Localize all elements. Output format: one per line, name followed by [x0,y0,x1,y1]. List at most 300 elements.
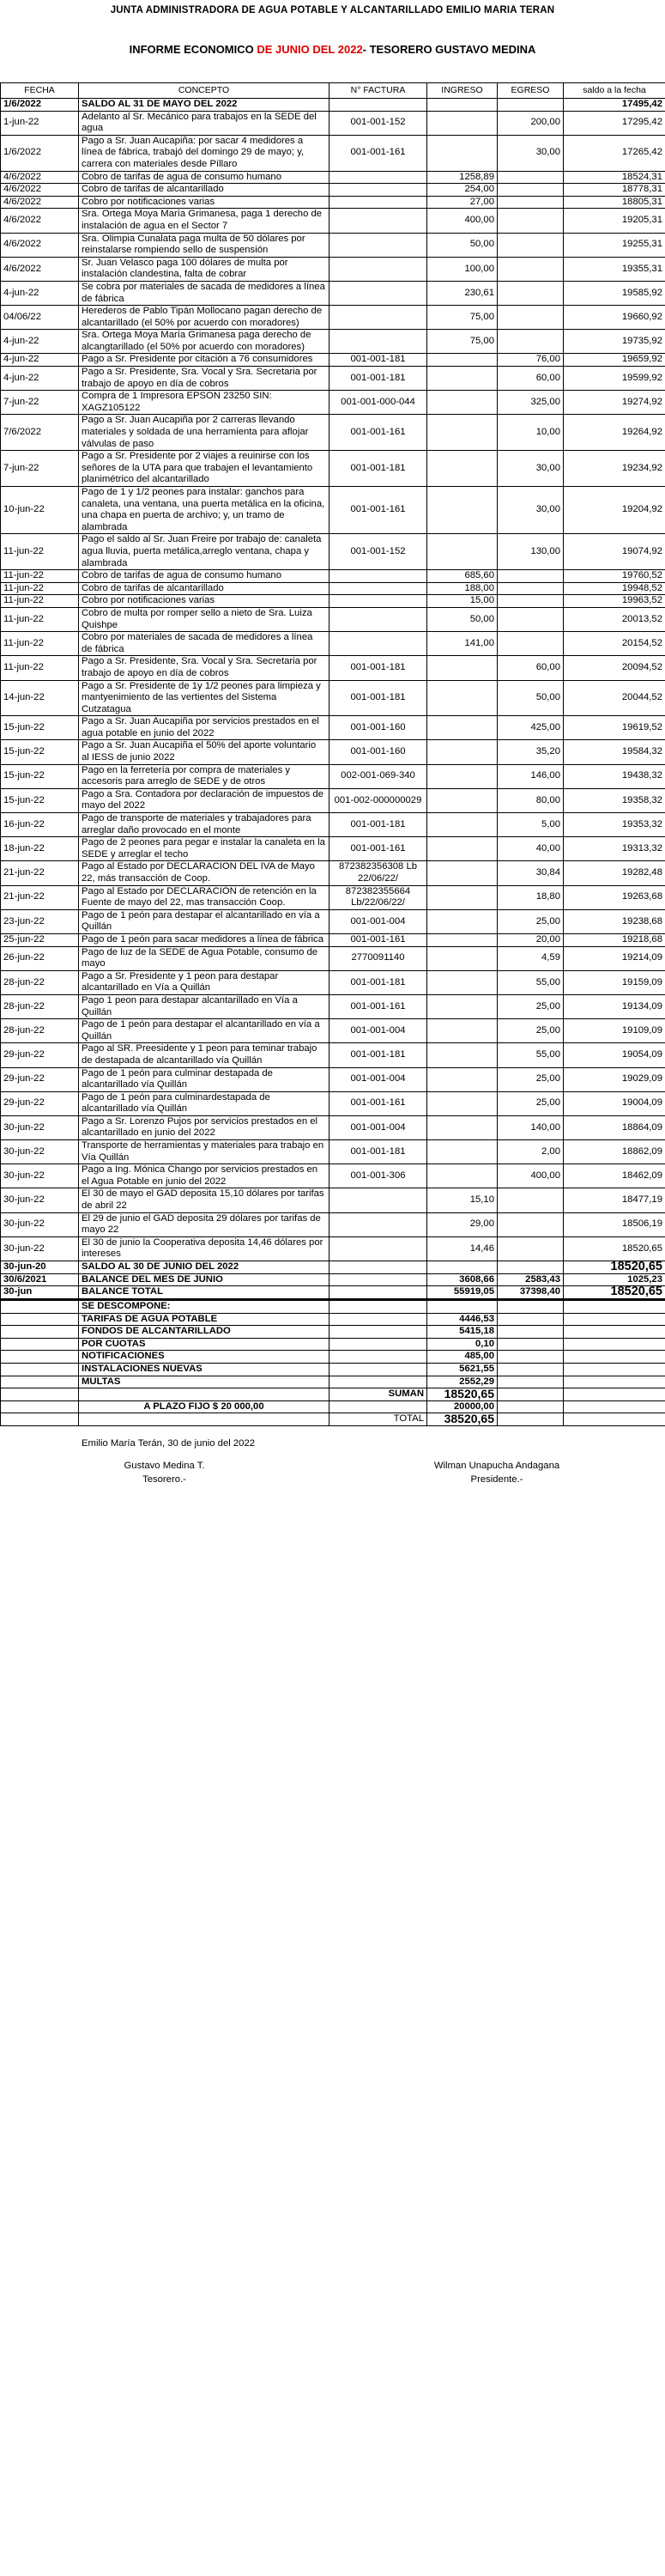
row-income [427,788,498,812]
cell [564,1376,665,1388]
row-concept: Pago de 1 peón para sacar medidores a línea de fábrica [79,933,329,946]
row-balance: 20013,52 [564,607,665,631]
row-balance: 1025,23 [564,1273,665,1286]
row-balance: 19214,09 [564,946,665,970]
ledger-row [1,1019,665,1043]
row-income [427,1164,498,1188]
ledger-row [1,885,665,909]
row-concept: Adelanto al Sr. Mecánico para trabajos en la SEDE del agua [79,111,329,135]
breakdown-value: 0,10 [427,1338,498,1351]
row-invoice: 001-002-000000029 [329,788,427,812]
row-expense [498,233,564,257]
row-balance: 19355,31 [564,257,665,281]
row-expense: 25,00 [498,1091,564,1115]
row-date: 7-jun-22 [1,451,79,487]
ledger-row [1,994,665,1018]
row-invoice [329,281,427,305]
cell [498,1326,564,1339]
row-balance: 19218,68 [564,933,665,946]
row-income: 3608,66 [427,1273,498,1286]
row-date: 15-jun-22 [1,740,79,764]
cell [329,1338,427,1351]
row-income [427,415,498,451]
row-date: 4/6/2022 [1,233,79,257]
organization-title: JUNTA ADMINISTRADORA DE AGUA POTABLE Y ALCANTARILLADO EMILIO MARIA TERAN [110,5,555,15]
row-concept: BALANCE DEL MES DE JUNIO [79,1273,329,1286]
total-value: 38520,65 [427,1413,498,1426]
ledger-row [1,1188,665,1212]
cell [1,1326,79,1339]
row-balance: 19599,92 [564,367,665,391]
breakdown-row [1,1326,665,1339]
ledger-row [1,1043,665,1067]
breakdown-title: SE DESCOMPONE: [79,1301,329,1314]
cell [329,1301,427,1314]
row-invoice: 002-001-069-340 [329,764,427,788]
row-invoice [329,171,427,184]
row-expense [498,1212,564,1236]
row-invoice: 001-001-160 [329,716,427,740]
row-concept: El 30 de junio la Cooperativa deposita 14,46 dólares por intereses [79,1236,329,1261]
row-concept: Pago 1 peon para destapar alcantarillado en Vía a Quillán [79,994,329,1018]
report-title-period: DE JUNIO DEL 2022 [257,43,363,56]
ledger-row [1,909,665,933]
breakdown-value: 2552,29 [427,1376,498,1388]
row-date: 21-jun-22 [1,885,79,909]
row-date: 16-jun-22 [1,813,79,837]
row-date: 7/6/2022 [1,415,79,451]
ledger-row [1,135,665,171]
cell [1,1351,79,1364]
row-invoice: 001-001-161 [329,1091,427,1115]
row-income: 55919,05 [427,1286,498,1299]
row-concept: Pago de 1 peón para culminardestapada de alcantarillado vía Quillán [79,1091,329,1115]
breakdown-label: TARIFAS DE AGUA POTABLE [79,1313,329,1326]
row-balance: 20154,52 [564,632,665,656]
ledger-body [1,99,665,1299]
breakdown-label: POR CUOTAS [79,1338,329,1351]
cell [498,1338,564,1351]
cell [498,1301,564,1314]
row-date: 29-jun-22 [1,1043,79,1067]
ledger-row [1,487,665,534]
row-concept: Pago al Estado por DECLARACIÓN de retención en la Fuente de mayo del 22, mas transacción Coop. [79,885,329,909]
ledger-row [1,99,665,112]
row-date: 1/6/2022 [1,99,79,112]
row-expense [498,632,564,656]
row-date: 26-jun-22 [1,946,79,970]
row-invoice [329,607,427,631]
summary-section [0,1299,665,1485]
row-balance: 18524,31 [564,171,665,184]
cell [427,1301,498,1314]
cell [498,1376,564,1388]
row-invoice [329,196,427,209]
ledger-row [1,1286,665,1299]
row-concept: Pago de 1 peón para destapar el alcantarillado en vía a Quillán [79,1019,329,1043]
ledger-row [1,1261,665,1274]
row-date: 4-jun-22 [1,281,79,305]
row-concept: Pago a Sr. Presidente por 2 viajes a reuinirse con los señores de la UTA para que trabajen el levantamiento planimétrico del alcantarillado [79,451,329,487]
ledger-row [1,1236,665,1261]
ledger-row [1,233,665,257]
row-concept: Pago a Sr. Juan Aucapiña por 2 carreras llevando materiales y soldada de una herramienta para aflojar válvulas de paso [79,415,329,451]
cell [498,1388,564,1401]
ledger-row [1,1067,665,1091]
ledger-row [1,415,665,451]
col-header-ingreso: INGRESO [427,83,498,99]
row-date: 30-jun-22 [1,1188,79,1212]
row-invoice [329,1286,427,1299]
row-date: 30-jun [1,1286,79,1299]
row-balance: 17295,42 [564,111,665,135]
ledger-row [1,354,665,367]
row-income: 188,00 [427,582,498,595]
row-expense: 10,00 [498,415,564,451]
row-income [427,354,498,367]
row-income: 75,00 [427,306,498,330]
cell [1,1376,79,1388]
row-balance: 19438,32 [564,764,665,788]
row-concept: Se cobra por materiales de sacada de medidores a línea de fábrica [79,281,329,305]
row-expense: 25,00 [498,1067,564,1091]
cell [329,1351,427,1364]
row-concept: Pago a Sr. Presidente, Sra. Vocal y Sra. Secretaria por trabajo de apoyo en día de cobros [79,367,329,391]
col-header-egreso: EGRESO [498,83,564,99]
row-invoice [329,184,427,197]
cell [564,1388,665,1401]
row-income [427,946,498,970]
row-balance: 17495,42 [564,99,665,112]
ledger-row [1,837,665,861]
cell [498,1413,564,1426]
ledger-table [0,82,665,1299]
row-date: 30-jun-22 [1,1140,79,1164]
row-date: 4-jun-22 [1,354,79,367]
row-concept: SALDO AL 30 DE JUNIO DEL 2022 [79,1261,329,1274]
row-date: 7-jun-22 [1,391,79,415]
row-invoice: 001-001-161 [329,994,427,1018]
row-invoice [329,570,427,583]
row-income [427,861,498,885]
row-concept: Cobro de tarifas de agua de consumo humano [79,570,329,583]
row-balance: 19263,68 [564,885,665,909]
row-expense: 50,00 [498,680,564,716]
row-income [427,1261,498,1274]
row-balance: 19109,09 [564,1019,665,1043]
row-expense [498,570,564,583]
row-balance: 19134,09 [564,994,665,1018]
row-date: 4/6/2022 [1,184,79,197]
cell [1,1388,79,1401]
row-income: 29,00 [427,1212,498,1236]
row-invoice: 001-001-181 [329,1043,427,1067]
row-income [427,1140,498,1164]
row-expense: 2583,43 [498,1273,564,1286]
breakdown-label: NOTIFICACIONES [79,1351,329,1364]
row-concept: Pago a Ing. Mónica Chango por servicios prestados en el Agua Potable en junio del 2022 [79,1164,329,1188]
row-invoice: 001-001-004 [329,1067,427,1091]
row-concept: Sr. Juan Velasco paga 100 dólares de multa por instalación clandestina, falta de cobrar [79,257,329,281]
row-income [427,837,498,861]
ledger-row [1,788,665,812]
row-invoice: 001-001-161 [329,415,427,451]
row-invoice: 872382356308 Lb 22/06/22/ [329,861,427,885]
row-balance: 19054,09 [564,1043,665,1067]
ledger-row [1,281,665,305]
row-concept: Pago de 1 y 1/2 peones para instalar: ganchos para canaleta, una ventana, una puerta metálica en la oficina, una chapa en puerta de archivo; y, un tramo de alambrada [79,487,329,534]
col-header-fecha: FECHA [1,83,79,99]
row-balance: 19029,09 [564,1067,665,1091]
row-balance: 18520,65 [564,1236,665,1261]
row-date: 23-jun-22 [1,909,79,933]
ledger-row [1,595,665,608]
row-date: 11-jun-22 [1,582,79,595]
row-income: 14,46 [427,1236,498,1261]
row-expense: 40,00 [498,837,564,861]
row-invoice [329,99,427,112]
row-expense [498,184,564,197]
row-invoice: 001-001-181 [329,813,427,837]
row-date: 30-jun-22 [1,1212,79,1236]
row-invoice: 001-001-161 [329,837,427,861]
breakdown-body [1,1300,665,1426]
row-expense: 400,00 [498,1164,564,1188]
row-expense [498,281,564,305]
president-signature [329,1461,665,1485]
suman-label: SUMAN [329,1388,427,1401]
row-expense: 80,00 [498,788,564,812]
ledger-row [1,306,665,330]
row-invoice [329,1188,427,1212]
row-income [427,135,498,171]
row-income: 1258,89 [427,171,498,184]
row-concept: Pago en la ferretería por compra de materiales y accesoris para arreglo de SEDE y de otros [79,764,329,788]
ledger-row [1,1164,665,1188]
row-income: 50,00 [427,233,498,257]
ledger-row [1,933,665,946]
cell [564,1326,665,1339]
cell [1,1400,79,1413]
row-date: 4/6/2022 [1,196,79,209]
row-concept: Herederos de Pablo Tipán Mollocano pagan derecho de alcantarillado (el 50% por acuerdo con moradores) [79,306,329,330]
row-expense: 325,00 [498,391,564,415]
cell [329,1363,427,1376]
cell [564,1301,665,1314]
row-date: 28-jun-22 [1,1019,79,1043]
row-expense: 425,00 [498,716,564,740]
row-balance: 19238,68 [564,909,665,933]
cell [564,1363,665,1376]
row-income: 15,00 [427,595,498,608]
ledger-row [1,1273,665,1286]
row-expense: 140,00 [498,1115,564,1139]
row-concept: Cobro de multa por romper sello a nieto de Sra. Luiza Quishpe [79,607,329,631]
ledger-row [1,570,665,583]
row-income [427,764,498,788]
row-date: 1/6/2022 [1,135,79,171]
row-invoice [329,632,427,656]
row-income: 230,61 [427,281,498,305]
row-date: 4-jun-22 [1,330,79,354]
row-concept: Pago a Sr. Presidente de 1y 1/2 peones para limpieza y mantyenimiento de las vertientes del Sistema Cutzatagua [79,680,329,716]
cell [329,1326,427,1339]
breakdown-label: FONDOS DE ALCANTARILLADO [79,1326,329,1339]
row-income [427,1043,498,1067]
row-expense [498,607,564,631]
row-concept: Sra. Ortega Moya María Grimanesa paga derecho de alcangtarillado (el 50% por acuerdo con moradores) [79,330,329,354]
row-concept: Pago al Estado por DECLARACION DEL IVA de Mayo 22, más transacción de Coop. [79,861,329,885]
ledger-row [1,946,665,970]
row-invoice [329,1212,427,1236]
ledger-row [1,196,665,209]
cell [1,1363,79,1376]
row-concept: Pago de transporte de materiales y trabajadores para arreglar daño provocado en el monte [79,813,329,837]
row-date: 11-jun-22 [1,595,79,608]
row-expense: 130,00 [498,534,564,570]
ledger-row [1,367,665,391]
row-expense: 4,59 [498,946,564,970]
cell [498,1363,564,1376]
row-date: 15-jun-22 [1,716,79,740]
row-date: 4/6/2022 [1,209,79,233]
cell [1,1338,79,1351]
row-balance: 19282,48 [564,861,665,885]
row-income [427,716,498,740]
row-expense [498,196,564,209]
row-income [427,970,498,994]
row-date: 11-jun-22 [1,656,79,680]
row-expense [498,257,564,281]
row-concept: Pago a Sr. Juan Aucapiña el 50% del aporte voluntario al IESS de junio 2022 [79,740,329,764]
row-balance: 19948,52 [564,582,665,595]
row-concept: Pago de luz de la SEDE de Agua Potable, consumo de mayo [79,946,329,970]
row-expense [498,306,564,330]
row-expense [498,1236,564,1261]
breakdown-row [1,1338,665,1351]
row-balance: 17265,42 [564,135,665,171]
ledger-row [1,257,665,281]
row-concept: Pago el saldo al Sr. Juan Freire por trabajo de: canaleta agua lluvia, puerta metálica,arreglo ventana, chapa y alambrada [79,534,329,570]
ledger-row [1,330,665,354]
ledger-row [1,861,665,885]
row-invoice [329,257,427,281]
plazo-value: 20000,00 [427,1400,498,1413]
row-expense: 5,00 [498,813,564,837]
row-expense: 20,00 [498,933,564,946]
row-date: 11-jun-22 [1,607,79,631]
row-concept: Pago a Sr. Lorenzo Pujos por servicios prestados en el alcantarillado en junio del 2022 [79,1115,329,1139]
row-concept: SALDO AL 31 DE MAYO DEL 2022 [79,99,329,112]
row-invoice [329,595,427,608]
row-balance: 18805,31 [564,196,665,209]
row-invoice: 001-001-306 [329,1164,427,1188]
row-income [427,994,498,1018]
row-balance: 20044,52 [564,680,665,716]
ledger-row [1,1212,665,1236]
row-date: 4-jun-22 [1,367,79,391]
row-expense [498,99,564,112]
cell [564,1351,665,1364]
row-invoice [329,306,427,330]
cell [564,1413,665,1426]
row-balance: 19585,92 [564,281,665,305]
row-concept: Pago a Sr. Presidente y 1 peon para destapar alcantarillado en Vía a Quillán [79,970,329,994]
row-balance: 19313,32 [564,837,665,861]
row-date: 28-jun-22 [1,994,79,1018]
row-invoice: 872382355664 Lb/22/06/22/ [329,885,427,909]
ledger-row [1,970,665,994]
row-invoice: 001-001-181 [329,656,427,680]
row-expense [498,330,564,354]
row-balance: 19584,32 [564,740,665,764]
ledger-row [1,1140,665,1164]
breakdown-title-row [1,1301,665,1314]
row-expense: 30,00 [498,487,564,534]
suman-value: 18520,65 [427,1388,498,1401]
row-invoice: 001-001-181 [329,970,427,994]
row-date: 11-jun-22 [1,534,79,570]
row-balance: 19735,92 [564,330,665,354]
total-label: TOTAL [329,1413,427,1426]
row-invoice: 001-001-181 [329,367,427,391]
row-balance: 19660,92 [564,306,665,330]
row-expense: 30,00 [498,451,564,487]
row-concept: Transporte de herramientas y materiales para trabajo en Vía Quillán [79,1140,329,1164]
row-income: 50,00 [427,607,498,631]
row-balance: 19619,52 [564,716,665,740]
ledger-row [1,184,665,197]
row-concept: Sra. Ortega Moya María Grimanesa, paga 1 derecho de instalación de agua en el Sector 7 [79,209,329,233]
row-concept: Cobro por notificaciones varias [79,595,329,608]
president-name: Wilman Unapucha Andagana [433,1460,560,1471]
place-date-text: Emilio María Terán, 30 de junio del 2022 [82,1437,256,1449]
row-income [427,391,498,415]
row-expense: 25,00 [498,994,564,1018]
ledger-row [1,656,665,680]
place-date [0,1438,665,1449]
breakdown-row [1,1351,665,1364]
row-income [427,367,498,391]
breakdown-row [1,1376,665,1388]
cell [329,1313,427,1326]
row-balance: 19255,31 [564,233,665,257]
row-date: 1-jun-22 [1,111,79,135]
row-invoice: 001-001-181 [329,1140,427,1164]
row-balance: 19760,52 [564,570,665,583]
row-expense: 60,00 [498,367,564,391]
ledger-row [1,582,665,595]
breakdown-table [0,1299,665,1426]
report-title [0,43,665,56]
row-balance: 19205,31 [564,209,665,233]
row-date: 14-jun-22 [1,680,79,716]
breakdown-value: 4446,53 [427,1313,498,1326]
row-expense: 37398,40 [498,1286,564,1299]
row-income [427,680,498,716]
row-invoice: 001-001-161 [329,487,427,534]
breakdown-label: MULTAS [79,1376,329,1388]
row-concept: Cobro de tarifas de alcantarillado [79,184,329,197]
row-balance: 19963,52 [564,595,665,608]
suman-row [1,1388,665,1401]
row-balance: 19204,92 [564,487,665,534]
row-balance: 18462,09 [564,1164,665,1188]
row-balance: 18864,09 [564,1115,665,1139]
row-date: 21-jun-22 [1,861,79,885]
cell [1,1313,79,1326]
total-row [1,1413,665,1426]
